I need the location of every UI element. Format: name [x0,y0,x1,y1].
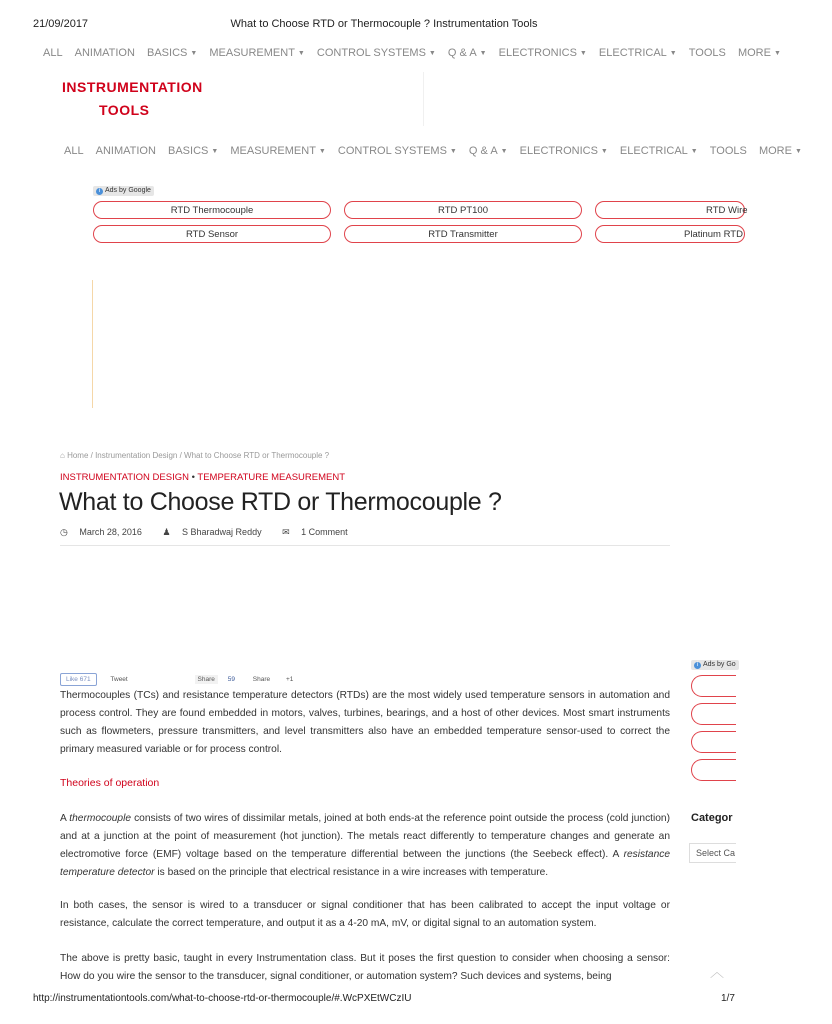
nav-all[interactable]: ALL [64,145,84,157]
sidebar-categories-title: Categor [691,812,733,824]
post-author[interactable] [162,527,270,537]
post-comments[interactable] [282,527,357,537]
ads-by-google-badge[interactable] [93,186,154,196]
breadcrumb-text[interactable]: Home / Instrumentation Design / What to Choose RTD or Thermocouple ? [67,451,330,460]
post-author-text: S Bharadwaj Reddy [182,527,262,537]
post-comments-text: 1 Comment [301,527,348,537]
nav-all[interactable]: ALL [43,47,63,59]
nav-more-label: MORE [758,145,792,157]
text-run: A [60,813,70,824]
ad-link-rtd-sensor[interactable]: RTD Sensor [93,225,331,243]
nav-measurement[interactable] [230,145,326,157]
emphasis-thermocouple: thermocouple [69,813,132,824]
category-separator: • [191,472,195,483]
nav-measurement-label: MEASUREMENT [209,47,295,59]
plusone-button[interactable]: +1 [285,676,294,683]
nav-control-systems-label: CONTROL SYSTEMS [316,47,426,59]
ad-link-rtd-wire[interactable]: RTD Wire [595,201,745,219]
nav-electrical-label: ELECTRICAL [619,145,688,157]
nav-electronics[interactable] [520,145,608,157]
sidebar-ads-badge[interactable] [691,660,739,670]
ads-badge-label: Ads by Google [105,187,151,194]
nav-electrical[interactable] [599,47,677,59]
intro-paragraph: Thermocouples (TCs) and resistance temperature detectors (RTDs) are the most widely used temperature sensors in automation and process control. They are found embedded in motors, valves, turbines, bearings, and a host of other devices. Most smart instruments such as flowmeters, pressure transmitters, and level transmitters also have an embedded temperature sensor-used to correct the primary measured variable or for process control. [60,690,670,755]
categories-select[interactable]: Select Ca [689,843,736,863]
nav-control-systems[interactable] [338,145,457,157]
print-url: http://instrumentationtools.com/what-to-choose-rtd-or-thermocouple/#.WcPXEtWCzIU [33,993,412,1004]
logo-line-2: TOOLS [99,102,150,118]
home-icon: ⌂ [60,451,65,460]
chevron-down-icon: ▼ [500,148,508,155]
chevron-down-icon: ▼ [600,148,608,155]
sidebar-ads-badge-label: Ads by Go [703,661,736,668]
nav-basics[interactable] [168,145,218,157]
share-button-2[interactable]: Share [252,676,271,683]
chevron-down-icon: ▼ [479,50,487,57]
chevron-down-icon: ▼ [669,50,677,57]
nav-measurement[interactable] [209,47,305,59]
site-logo[interactable] [62,76,203,122]
chevron-down-icon: ▼ [297,50,305,57]
main-nav [0,145,832,167]
ad-link-rtd-pt100[interactable]: RTD PT100 [344,201,582,219]
chevron-down-icon: ▼ [794,148,802,155]
chevron-down-icon: ▼ [579,50,587,57]
nav-tools[interactable]: TOOLS [688,47,726,59]
logo-line-1: INSTRUMENTATION [62,79,203,95]
nav-qa-label: Q & A [447,47,477,59]
nav-control-systems[interactable] [317,47,436,59]
top-nav [0,47,811,69]
nav-basics[interactable] [147,47,197,59]
meta-divider [60,545,670,546]
header-divider [423,72,424,126]
sidebar-ad-link-3[interactable] [691,731,736,753]
nav-more-label: MORE [737,47,771,59]
text-run: consists of two wires of dissimilar metals, joined at both ends-at the reference point outside the process (cold junction) and at a junction at the point of measurement (hot junction). The metals react differently to temperature changes and generate an electromotive force (EMF) voltage based on the temperature differential between the junctions (the Seebeck effect). A [60,813,670,860]
nav-electronics-label: ELECTRONICS [498,47,577,59]
sidebar-ad-link-4[interactable] [691,759,736,781]
nav-electronics[interactable] [499,47,587,59]
nav-qa[interactable] [469,145,508,157]
chevron-down-icon: ▼ [190,50,198,57]
chevron-down-icon: ▼ [211,148,219,155]
category-instrumentation-design[interactable]: INSTRUMENTATION DESIGN [60,472,189,483]
nav-animation[interactable]: ANIMATION [74,47,135,59]
nav-more[interactable] [759,145,802,157]
text-run: is based on the principle that electrical resistance in a wire increases with temperature. [154,867,549,878]
category-temperature-measurement[interactable]: TEMPERATURE MEASUREMENT [197,472,346,483]
print-date: 21/09/2017 [33,18,89,30]
post-date-text: March 28, 2016 [79,527,142,537]
nav-electrical[interactable] [620,145,698,157]
nav-qa-label: Q & A [468,145,498,157]
nav-more[interactable] [738,47,781,59]
nav-electronics-label: ELECTRONICS [519,145,598,157]
sidebar-ad-link-2[interactable] [691,703,736,725]
wiring-question-paragraph: The above is pretty basic, taught in every Instrumentation class. But it poses the first question to consider when choosing a sensor: How do you wire the sensor to the transducer, signal conditioner, or automation system? Such devices and systems, being [60,953,670,982]
social-share-bar [60,673,360,687]
info-icon: i [694,662,701,669]
post-categories [60,472,345,483]
ad-link-platinum-rtd[interactable]: Platinum RTD [595,225,745,243]
page-title: What to Choose RTD or Thermocouple ? [59,488,502,516]
post-meta [60,527,366,538]
nav-tools[interactable]: TOOLS [709,145,747,157]
share-button[interactable]: Share [195,675,218,684]
nav-measurement-label: MEASUREMENT [230,145,316,157]
nav-control-systems-label: CONTROL SYSTEMS [337,145,447,157]
nav-basics-label: BASICS [168,145,209,157]
facebook-like-button[interactable]: Like 671 [60,673,97,686]
ad-frame-line [92,280,93,408]
chevron-down-icon: ▼ [318,148,326,155]
print-page-title: What to Choose RTD or Thermocouple ? Instrumentation Tools [230,18,538,30]
ad-link-rtd-transmitter[interactable]: RTD Transmitter [344,225,582,243]
chevron-down-icon: ▼ [428,50,436,57]
scroll-to-top-icon[interactable]: ︿ [710,964,724,980]
chevron-down-icon: ▼ [773,50,781,57]
section-heading: Theories of operation [60,777,160,789]
ad-link-rtd-thermocouple[interactable]: RTD Thermocouple [93,201,331,219]
wiring-paragraph: In both cases, the sensor is wired to a transducer or signal conditioner that has been calibrated to accept the input voltage or resistance, calculate the correct temperature, and output it as a 4-20 mA, mV, or digital signal to an automation system. [60,900,670,929]
user-icon: ♟ [162,527,171,537]
print-page-number: 1/7 [721,993,735,1004]
emphasis-rtd: resistance temperature detector [60,849,670,878]
comment-icon: ✉ [282,527,290,537]
chevron-down-icon: ▼ [449,148,457,155]
chevron-down-icon: ▼ [690,148,698,155]
nav-animation[interactable]: ANIMATION [95,145,156,157]
breadcrumb [60,451,329,460]
nav-qa[interactable] [448,47,487,59]
nav-basics-label: BASICS [147,47,188,59]
sidebar-ad-link-1[interactable] [691,675,736,697]
theory-paragraph [60,810,670,882]
info-icon: i [96,188,103,195]
nav-electrical-label: ELECTRICAL [598,47,667,59]
clock-icon: ◷ [60,527,68,537]
post-date [60,527,151,537]
tweet-button[interactable]: Tweet [110,676,128,683]
share-count: 59 [227,676,235,683]
